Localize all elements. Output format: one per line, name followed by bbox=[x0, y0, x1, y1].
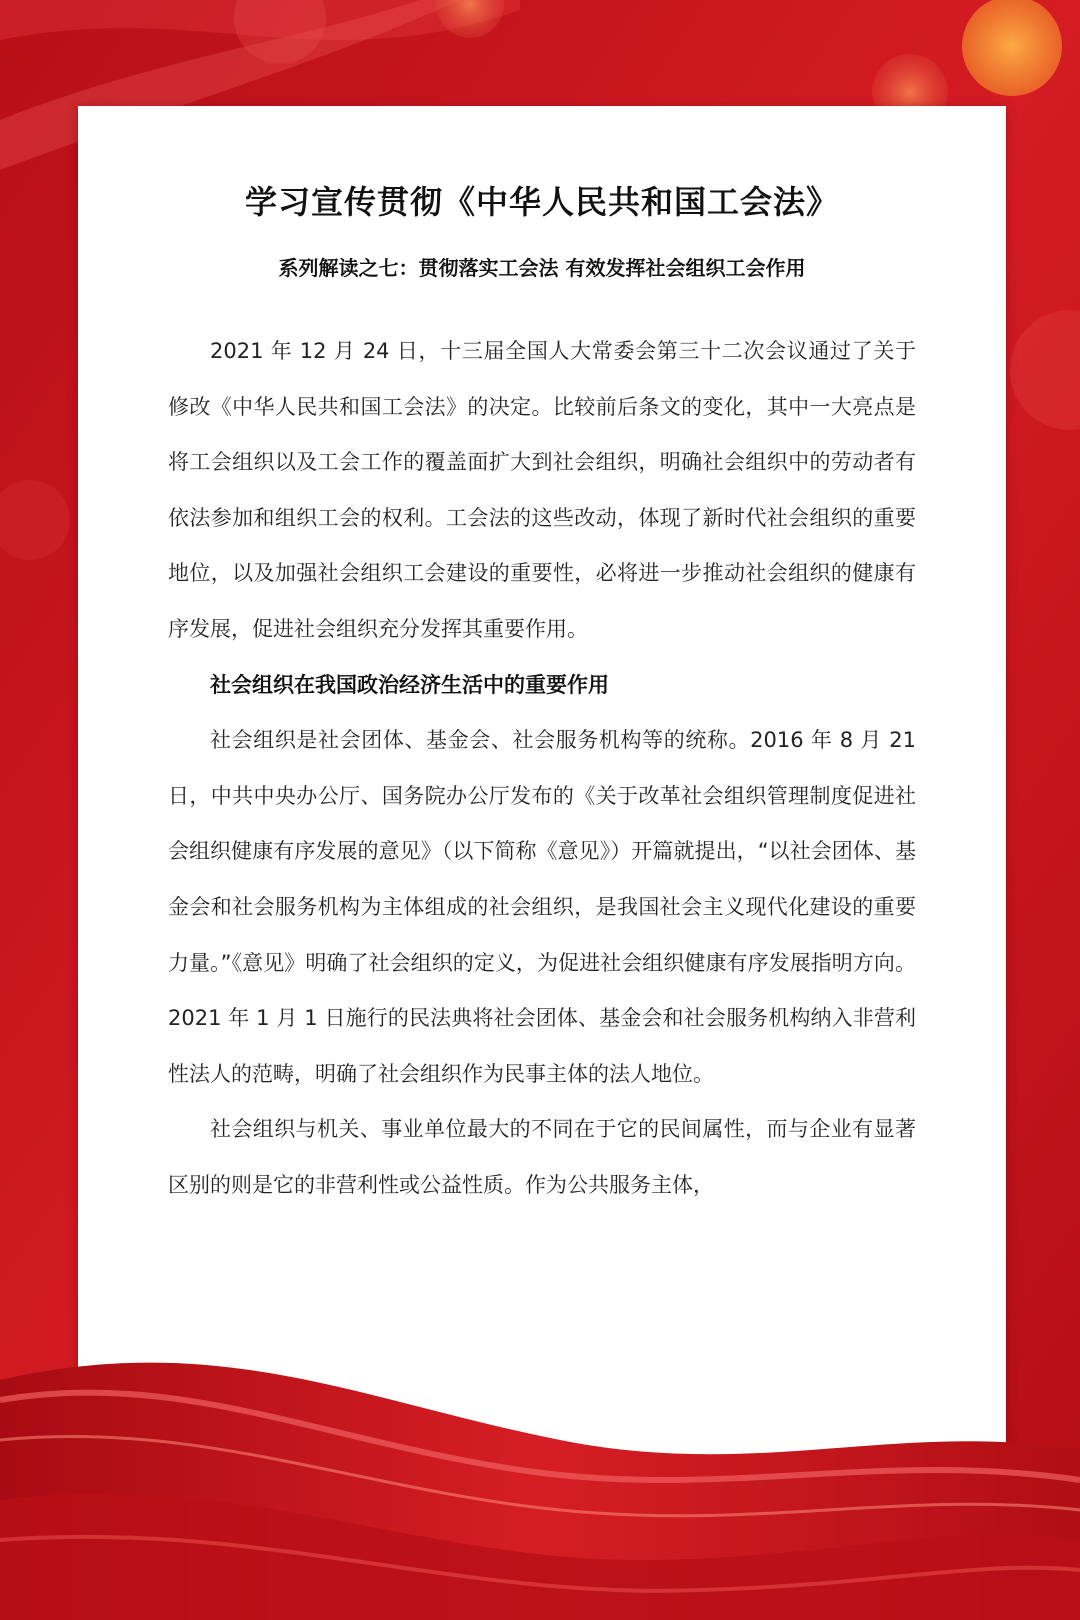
paragraph: 社会组织是社会团体、基金会、社会服务机构等的统称。2016 年 8 月 21 日，中共中央办公厅、国务院办公厅发布的《关于改革社会组织管理制度促进社会组织健康有序发展的意见》（以下简称《意见》）开篇就提出，“以社会团体、基金会和社会服务机构为主体组成的社会组织，是我国社会主义现代化建设的重要力量。”《意见》明确了社会组织的定义，为促进社会组织健康有序发展指明方向。2021 年 1 月 1 日施行的民法典将社会团体、基金会和社会服务机构纳入非营利性法人的范畴，明确了社会组织作为民事主体的法人地位。 bbox=[168, 728, 916, 1086]
paragraph: 社会组织与机关、事业单位最大的不同在于它的民间属性，而与企业有显著区别的则是它的非营利性或公益性质。作为公共服务主体， bbox=[168, 1117, 916, 1197]
document-content bbox=[168, 176, 916, 1214]
paragraph: 2021 年 12 月 24 日，十三届全国人大常委会第三十二次会议通过了关于修改《中华人民共和国工会法》的决定。比较前后条文的变化，其中一大亮点是将工会组织以及工会工作的覆盖面扩大到社会组织，明确社会组织中的劳动者有依法参加和组织工会的权利。工会法的这些改动，体现了新时代社会组织的重要地位，以及加强社会组织工会建设的重要性，必将进一步推动社会组织的健康有序发展，促进社会组织充分发挥其重要作用。 bbox=[168, 339, 916, 641]
section-heading: 社会组织在我国政治经济生活中的重要作用 bbox=[210, 672, 609, 697]
document-subtitle: 系列解读之七：贯彻落实工会法 有效发挥社会组织工会作用 bbox=[278, 256, 806, 280]
document-body bbox=[168, 324, 916, 1214]
document-title: 学习宣传贯彻《中华人民共和国工会法》 bbox=[244, 183, 839, 221]
